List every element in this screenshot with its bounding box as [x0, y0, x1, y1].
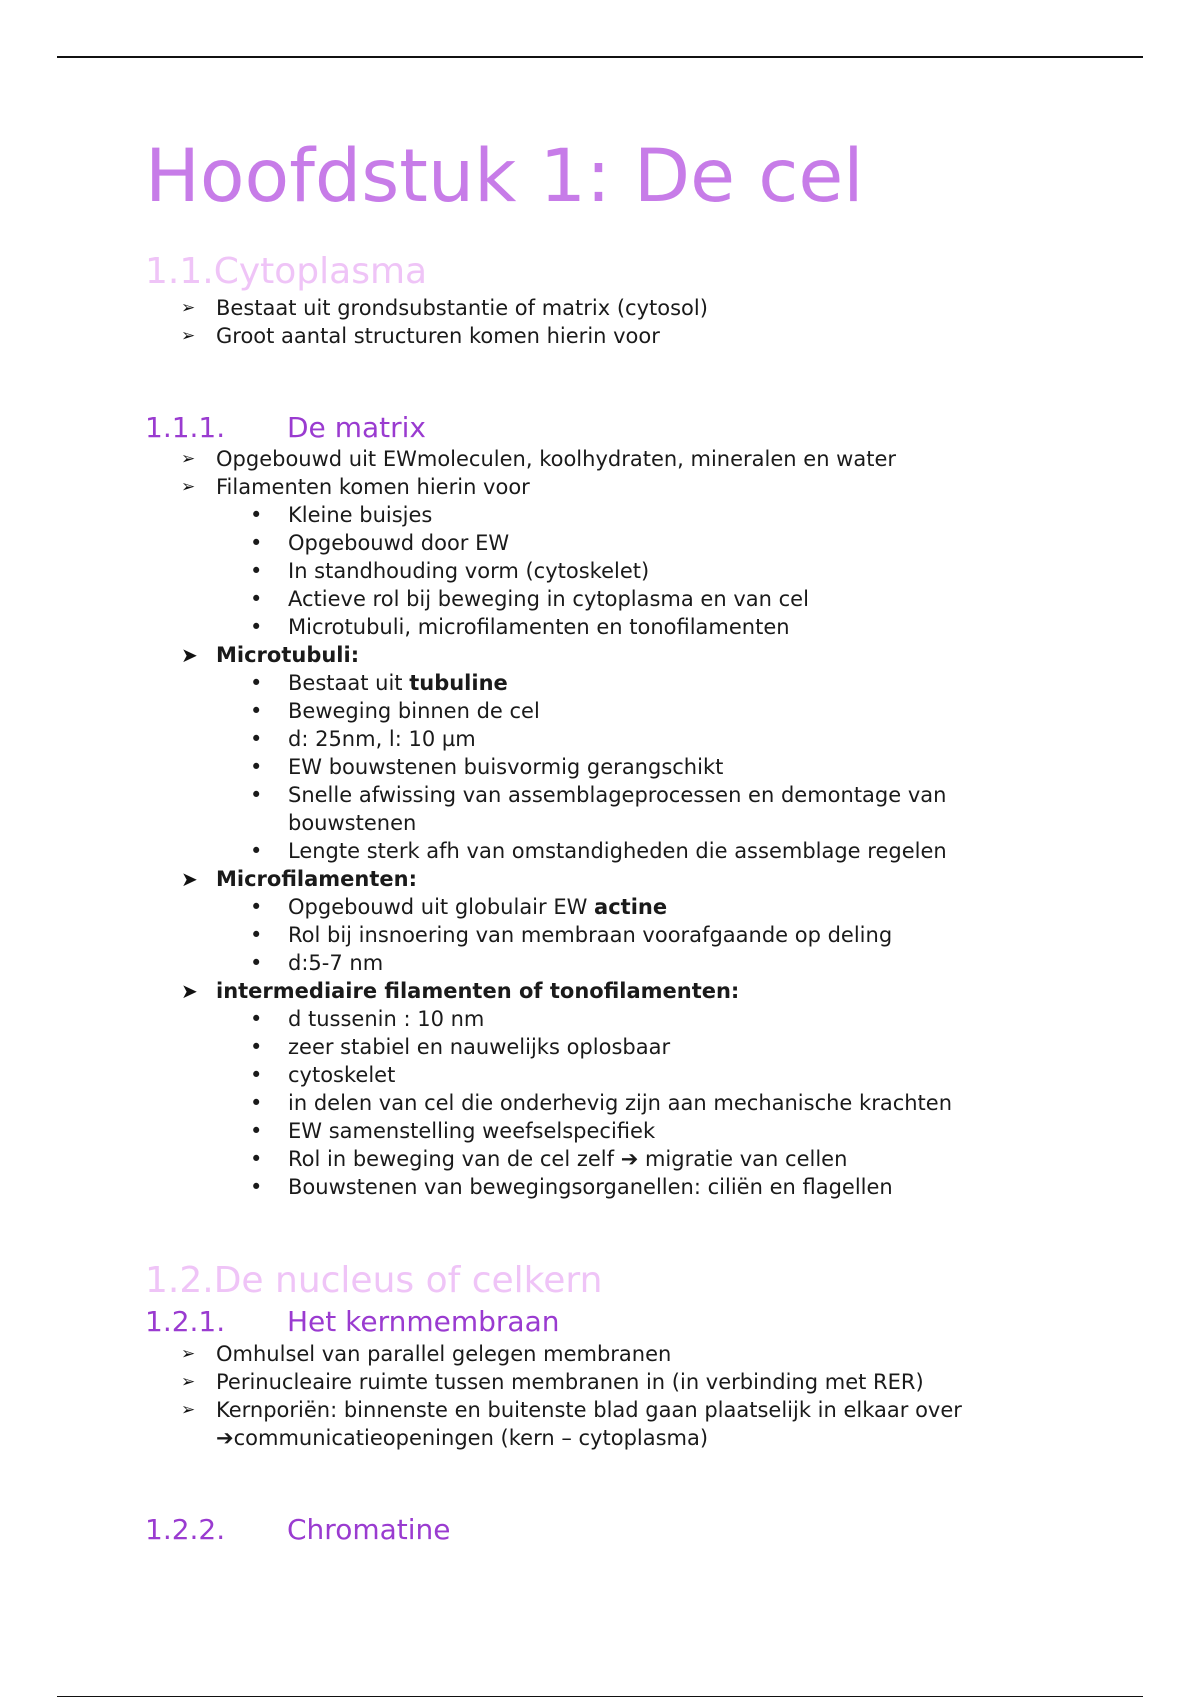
matrix-list [145, 445, 1145, 1201]
list-item: ➢ Perinucleaire ruimte tussen membranen in (in verbinding met RER) [181, 1370, 924, 1394]
bullet-icon: • [250, 951, 263, 975]
bullet-icon: • [250, 783, 263, 807]
cytoplasma-list [145, 294, 1145, 350]
list-item: • d:5-7 nm [250, 951, 384, 975]
arrow-icon: ➢ [181, 449, 196, 469]
arrow-icon: ➢ [181, 1400, 196, 1420]
list-item: ➢ Bestaat uit grondsubstantie of matrix (cytosol) [181, 296, 708, 320]
list-item: • in delen van cel die onderhevig zijn aan mechanische krachten [250, 1091, 953, 1115]
bullet-icon: • [250, 1007, 263, 1031]
heading-nucleus: 1.2.De nucleus of celkern [145, 1260, 603, 1301]
bullet-icon: • [250, 895, 263, 919]
list-item: • Actieve rol bij beweging in cytoplasma en van cel [250, 587, 809, 611]
list-item: • In standhouding vorm (cytoskelet) [250, 559, 650, 583]
bullet-icon: • [250, 1063, 263, 1087]
list-item: • cytoskelet [250, 1063, 396, 1087]
bullet-icon: • [250, 1147, 263, 1171]
list-item: • Beweging binnen de cel [250, 699, 540, 723]
list-item-intermediair: ➤ intermediaire filamenten of tonofilamenten: [181, 979, 740, 1003]
list-item: ➢ Opgebouwd uit EWmoleculen, koolhydraten, mineralen en water [181, 447, 897, 471]
heading-cytoplasma: 1.1.Cytoplasma [145, 251, 428, 292]
list-item: • d: 25nm, l: 10 µm [250, 727, 476, 751]
list-item: ➢ Omhulsel van parallel gelegen membranen [181, 1342, 672, 1366]
list-item: • Kleine buisjes [250, 503, 433, 527]
arrow-icon: ➢ [181, 1344, 196, 1364]
list-item: • Snelle afwissing van assemblageprocessen en demontage van [250, 783, 947, 807]
list-item-continuation: ➔communicatieopeningen (kern – cytoplasma) [216, 1426, 709, 1450]
bullet-icon: • [250, 923, 263, 947]
arrow-icon: ➢ [181, 298, 196, 318]
bullet-icon: • [250, 1091, 263, 1115]
list-item: • EW bouwstenen buisvormig gerangschikt [250, 755, 724, 779]
arrow-icon: ➢ [181, 477, 196, 497]
arrow-icon: ➢ [181, 1372, 196, 1392]
list-item: • Opgebouwd door EW [250, 531, 510, 555]
arrow-icon: ➢ [181, 326, 196, 346]
bullet-icon: • [250, 755, 263, 779]
bullet-icon: • [250, 587, 263, 611]
bullet-icon: • [250, 559, 263, 583]
heading-kernmembraan: 1.2.1. Het kernmembraan [145, 1305, 560, 1338]
list-item-microfilamenten: ➤ Microfilamenten: [181, 867, 417, 891]
list-item: • Bouwstenen van bewegingsorganellen: ciliën en flagellen [250, 1175, 893, 1199]
heading-chromatine: 1.2.2. Chromatine [145, 1513, 451, 1546]
list-item: • Microtubuli, microfilamenten en tonofilamenten [250, 615, 790, 639]
bullet-icon: • [250, 839, 263, 863]
bullet-icon: • [250, 615, 263, 639]
list-item-continuation: bouwstenen [288, 811, 417, 835]
list-item: • Opgebouwd uit globulair EW actine [250, 895, 668, 919]
arrow-icon: ➤ [181, 643, 198, 667]
page-title: Hoofdstuk 1: De cel [145, 134, 864, 219]
bullet-icon: • [250, 1035, 263, 1059]
list-item: • zeer stabiel en nauwelijks oplosbaar [250, 1035, 671, 1059]
footer-rule [57, 1696, 1143, 1697]
bullet-icon: • [250, 671, 263, 695]
list-item: ➢ Groot aantal structuren komen hierin voor [181, 324, 660, 348]
list-item: • Rol in beweging van de cel zelf ➔ migratie van cellen [250, 1147, 848, 1171]
list-item: • d tussenin : 10 nm [250, 1007, 485, 1031]
right-arrow-icon: ➔ [216, 1426, 234, 1450]
list-item: • Bestaat uit tubuline [250, 671, 508, 695]
list-item: • EW samenstelling weefselspecifiek [250, 1119, 656, 1143]
heading-matrix: 1.1.1. De matrix [145, 411, 426, 444]
list-item: ➢ Filamenten komen hierin voor [181, 475, 530, 499]
bullet-icon: • [250, 727, 263, 751]
bullet-icon: • [250, 531, 263, 555]
arrow-icon: ➤ [181, 979, 198, 1003]
bullet-icon: • [250, 699, 263, 723]
list-item-microtubuli: ➤ Microtubuli: [181, 643, 360, 667]
header-rule [57, 56, 1143, 58]
list-item: ➢ Kernporiën: binnenste en buitenste blad gaan plaatselijk in elkaar over [181, 1398, 962, 1422]
bullet-icon: • [250, 1175, 263, 1199]
list-item: • Rol bij insnoering van membraan voorafgaande op deling [250, 923, 893, 947]
arrow-icon: ➤ [181, 867, 198, 891]
bullet-icon: • [250, 1119, 263, 1143]
bullet-icon: • [250, 503, 263, 527]
kernmembraan-list [145, 1340, 1145, 1452]
right-arrow-icon: ➔ [620, 1147, 639, 1171]
list-item: • Lengte sterk afh van omstandigheden die assemblage regelen [250, 839, 947, 863]
